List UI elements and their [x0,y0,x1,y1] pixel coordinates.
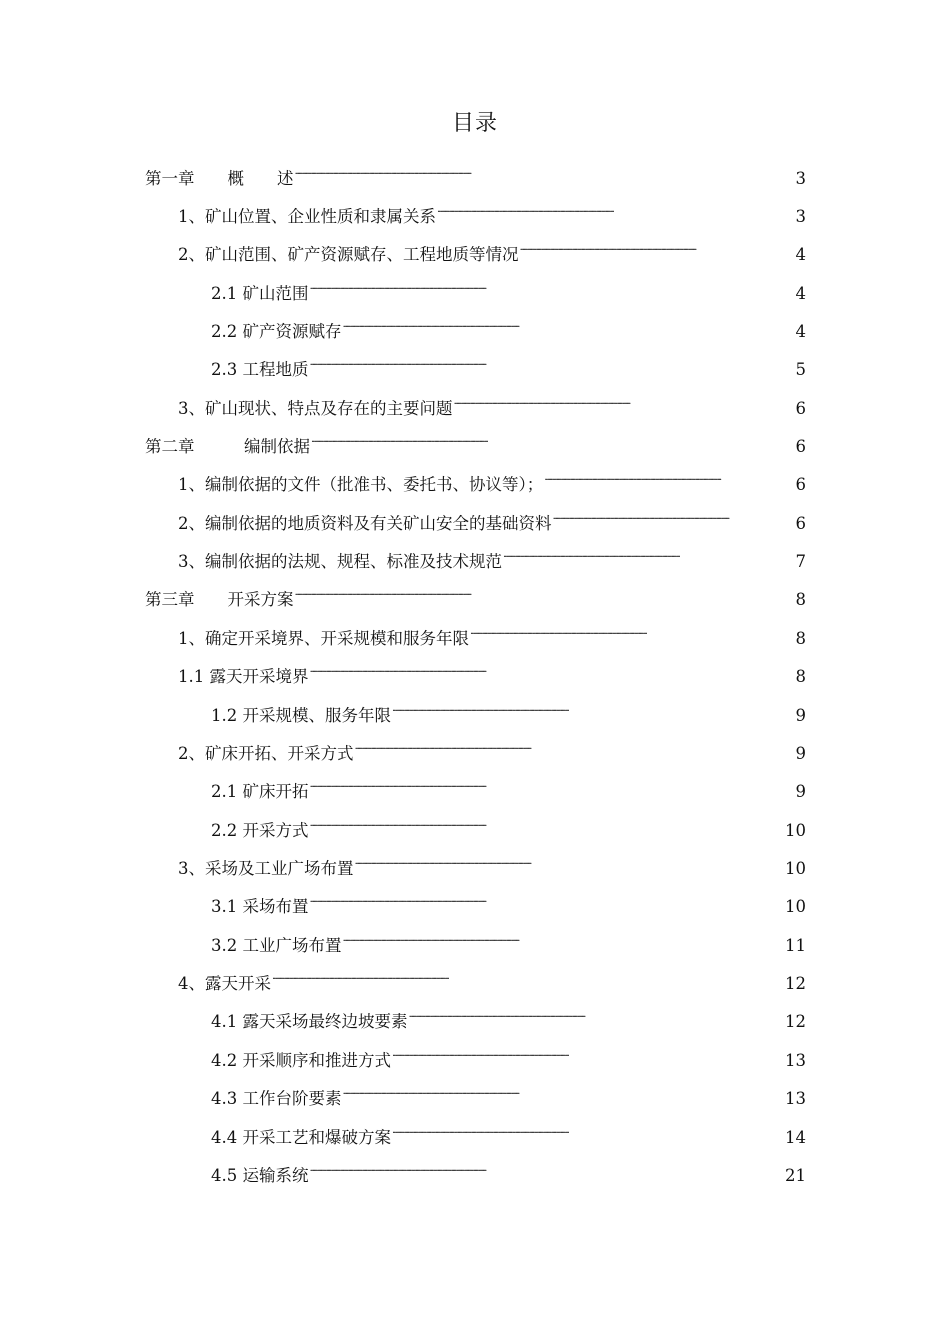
toc-entry[interactable] [211,697,806,725]
toc-entry-label: 4.3 工作台阶要素 [211,1089,342,1108]
toc-page-number: 13 [785,1051,806,1070]
toc-page-number: 7 [795,552,806,571]
dot-leader [544,466,794,490]
dot-leader [470,620,795,644]
toc-page-number: 4 [795,322,806,341]
toc-page-number: 4 [795,245,806,264]
toc-entry-label: 1、矿山位置、企业性质和隶属关系 [178,207,436,226]
dot-leader [392,1119,784,1143]
toc-page-number: 9 [795,744,806,763]
toc-entry-label: 3、编制依据的法规、规程、标准及技术规范 [178,552,502,571]
toc-entry-label: 4.1 露天采场最终边坡要素 [211,1012,408,1031]
dot-leader [355,850,785,874]
dot-leader [310,1157,785,1181]
toc-entry[interactable] [211,1119,806,1147]
toc-page-number: 9 [795,706,806,725]
toc-entry-label: 1.1 露天开采境界 [178,667,309,686]
dot-leader [343,927,785,951]
toc-entry-label: 第三章 开采方案 [145,590,294,609]
toc-entry-label: 2.1 矿床开拓 [211,782,309,801]
toc-entry[interactable] [211,888,806,916]
toc-page-number: 10 [785,821,806,840]
toc-entry-label: 2.2 矿产资源赋存 [211,322,342,341]
toc-entry[interactable] [178,390,806,418]
toc-entry[interactable] [178,505,806,533]
toc-entry[interactable] [178,735,806,763]
toc-entry[interactable] [211,812,806,840]
toc-page-number: 6 [795,514,806,533]
dot-leader [392,697,795,721]
toc-page-number: 21 [785,1166,806,1185]
dot-leader [437,198,795,222]
dot-leader [409,1003,785,1027]
toc-page-number: 4 [795,284,806,303]
toc-entry[interactable] [211,351,806,379]
dot-leader [520,236,795,260]
toc-entry-label: 3、矿山现状、特点及存在的主要问题 [178,399,453,418]
toc-entry-label: 1、确定开采境界、开采规模和服务年限 [178,629,469,648]
dot-leader [311,428,795,452]
toc-entry-label: 2.1 矿山范围 [211,284,309,303]
dot-leader [310,351,795,375]
toc-page-number: 5 [795,360,806,379]
dot-leader [295,581,795,605]
toc-page-number: 6 [795,475,806,494]
toc-entry[interactable] [145,581,806,609]
toc-page-number: 10 [785,897,806,916]
toc-entry[interactable] [178,658,806,686]
toc-entry[interactable] [178,198,806,226]
toc-entry[interactable] [145,428,806,456]
toc-entry[interactable] [178,620,806,648]
toc-page-number: 13 [785,1089,806,1108]
dot-leader [503,543,795,567]
toc-entry-label: 2、矿山范围、矿产资源赋存、工程地质等情况 [178,245,519,264]
dot-leader [553,505,795,529]
dot-leader [343,313,795,337]
toc-entry-label: 2、矿床开拓、开采方式 [178,744,354,763]
toc-page-number: 11 [785,936,806,955]
toc-entry[interactable] [211,1042,806,1070]
toc-entry[interactable] [211,927,806,955]
toc-entry[interactable] [145,160,806,188]
dot-leader [343,1080,785,1104]
dot-leader [310,812,785,836]
toc-entry-label: 第二章 编制依据 [145,437,310,456]
toc-entry[interactable] [211,1003,806,1031]
dot-leader [272,965,784,989]
toc-page-number: 3 [795,169,806,188]
dot-leader [310,888,785,912]
toc-page-number: 8 [795,629,806,648]
dot-leader [295,160,795,184]
dot-leader [454,390,795,414]
toc-page-number: 9 [795,782,806,801]
toc-entry-label: 1、编制依据的文件（批准书、委托书、协议等）； [178,475,544,494]
toc-entry-label: 2.2 开采方式 [211,821,309,840]
dot-leader [310,773,795,797]
toc-entry[interactable] [178,965,806,993]
toc-entry[interactable] [211,773,806,801]
toc-page-number: 14 [785,1128,806,1147]
toc-entry-label: 第一章 概 述 [145,169,294,188]
toc-entry-label: 2.3 工程地质 [211,360,309,379]
toc-page-number: 8 [795,667,806,686]
toc-page-number: 10 [785,859,806,878]
toc-entry[interactable] [178,466,806,494]
toc-entry[interactable] [178,543,806,571]
toc-entry-label: 4.4 开采工艺和爆破方案 [211,1128,391,1147]
dot-leader [355,735,795,759]
dot-leader [310,658,795,682]
toc-entry-label: 4.5 运输系统 [211,1166,309,1185]
toc-entry[interactable] [211,275,806,303]
toc-entry-label: 3.2 工业广场布置 [211,936,342,955]
toc-entry-label: 3.1 采场布置 [211,897,309,916]
toc-entry[interactable] [211,313,806,341]
page-title: 目录 [451,111,498,136]
toc-entry-label: 1.2 开采规模、服务年限 [211,706,391,725]
toc-page-number: 6 [795,437,806,456]
toc-page-number: 8 [795,590,806,609]
toc-page-number: 12 [785,974,806,993]
toc-entry[interactable] [178,850,806,878]
toc-page-number: 3 [795,207,806,226]
toc-entry[interactable] [211,1080,806,1108]
dot-leader [310,275,795,299]
toc-entry[interactable] [178,236,806,264]
dot-leader [392,1042,784,1066]
toc-entry-label: 2、编制依据的地质资料及有关矿山安全的基础资料 [178,514,552,533]
toc-page-number: 6 [795,399,806,418]
toc-page-number: 12 [785,1012,806,1031]
toc-entry[interactable] [211,1157,806,1185]
toc-entry-label: 4.2 开采顺序和推进方式 [211,1051,391,1070]
toc-entry-label: 3、采场及工业广场布置 [178,859,354,878]
toc-entry-label: 4、露天开采 [178,974,271,993]
